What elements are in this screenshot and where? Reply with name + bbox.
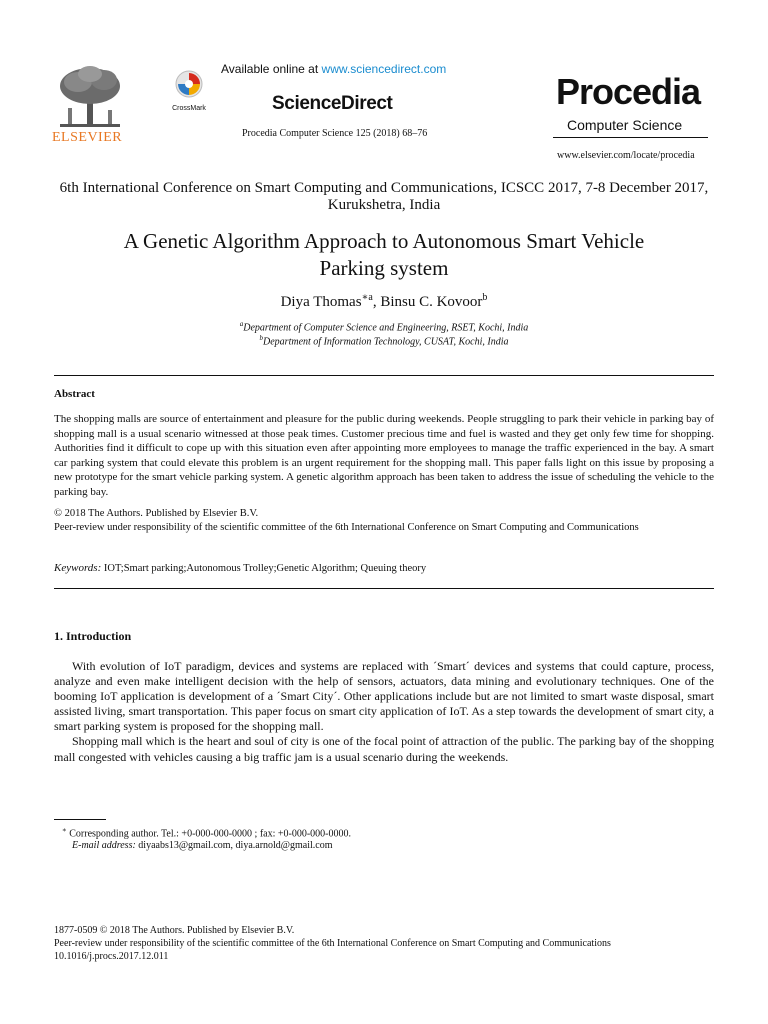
copyright-line: © 2018 The Authors. Published by Elsevier B.V.: [54, 508, 259, 519]
title-line-2: Parking system: [319, 256, 449, 280]
crossmark-label: CrossMark: [172, 105, 206, 112]
affiliation-a-text: Department of Computer Science and Engineering, RSET, Kochi, India: [243, 322, 529, 334]
introduction-body: [54, 659, 714, 765]
abstract-bottom-rule: [54, 588, 714, 589]
keywords-value: IOT;Smart parking;Autonomous Trolley;Genetic Algorithm; Queuing theory: [103, 563, 427, 574]
footnote-star: ∗: [62, 826, 67, 834]
elsevier-wordmark: ELSEVIER: [52, 130, 123, 145]
author-separator: ,: [372, 294, 381, 310]
email-label: E-mail address:: [72, 840, 136, 851]
procedia-divider: [553, 137, 708, 138]
affiliation-b: [50, 334, 718, 347]
keywords-line: [54, 562, 426, 574]
issn-line: 1877-0509 © 2018 The Authors. Published by Elsevier B.V.: [54, 925, 295, 936]
sciencedirect-wordmark: ScienceDirect: [272, 93, 393, 114]
introduction-heading: 1. Introduction: [54, 629, 132, 643]
intro-paragraph-1: With evolution of IoT paradigm, devices and systems are replaced with ´Smart´ devices and systems that could capture, process, analyze and even make intelligent decision with the help of sensors, actuators, data mining and evolutionary techniques. One of the booming IoT application is development of a ´Smart City´. Other applications include but are not limited to smart waste disposal, smart assisted living, smart transportation. This paper focus on smart city application of IoT. As a step towards the development of smart city, a smart parking system is proposed for the shopping mall.: [54, 659, 714, 734]
abstract-heading: Abstract: [54, 388, 95, 400]
author-1: Diya Thomas: [280, 294, 362, 310]
affiliation-b-mark: b: [259, 334, 264, 342]
email-addresses[interactable]: diyaabs13@gmail.com, diya.arnold@gmail.com: [138, 840, 333, 851]
abstract-top-rule: [54, 375, 714, 376]
intro-paragraph-2: Shopping mall which is the heart and soul of city is one of the focal point of attraction of the public. The parking bay of the shopping mall congested with vehicles causing a big traffic jam is a usual scenario during the weekends.: [54, 734, 714, 764]
copyright-block: [54, 507, 714, 534]
peer-review-line: Peer-review under responsibility of the scientific committee of the 6th International Conference on Smart Computing and Communications: [54, 521, 639, 533]
keywords-label: Keywords:: [54, 562, 102, 574]
abstract-text: The shopping malls are source of entertainment and pleasure for the public during weekends. People struggling to park their vehicle in parking bay of shopping mall is a usual scenario witnessed at those peak times. Customer precious time and fuel is wasted and they get only few time for shopping. Authorities find it difficult to cope up with this situation even after appointing more employees to manage the traffic experienced in the bay. A smart car parking system that could elevate this problem is an urgent requirement for the shopping mall. This paper falls light on this issue by proposing a new prototype for the smart vehicle parking system. A genetic algorithm approach has been taken to address the issue of scheduling the vehicle to the parking bay.: [54, 413, 714, 498]
corresponding-author-note: [62, 826, 351, 839]
author-1-marks: ∗a: [361, 292, 373, 303]
available-online: [221, 62, 446, 76]
sciencedirect-link[interactable]: www.sciencedirect.com: [321, 62, 447, 76]
bottom-peer-review: Peer-review under responsibility of the scientific committee of the 6th International Conference on Smart Computing and Communications: [54, 938, 611, 949]
affiliation-a: [50, 320, 718, 333]
doi-line[interactable]: 10.1016/j.procs.2017.12.011: [54, 951, 169, 962]
paper-title: [50, 228, 718, 282]
procedia-subtitle: Computer Science: [567, 117, 683, 133]
available-prefix: Available online at: [221, 62, 319, 76]
email-note: [72, 840, 333, 851]
crossmark-icon: [175, 70, 203, 98]
affiliation-b-text: Department of Information Technology, CUSAT, Kochi, India: [263, 336, 509, 348]
title-line-1: A Genetic Algorithm Approach to Autonomous Smart Vehicle: [123, 229, 645, 253]
author-2-marks: b: [482, 292, 488, 303]
author-list: [50, 292, 718, 311]
procedia-wordmark: Procedia: [556, 71, 701, 112]
affiliation-a-mark: a: [239, 320, 244, 328]
footnote-rule: [54, 819, 106, 820]
author-2: Binsu C. Kovoor: [380, 294, 483, 310]
conference-line: 6th International Conference on Smart Computing and Communications, ICSCC 2017, 7-8 December 2017, Kurukshetra, India: [59, 180, 709, 213]
crossmark-badge[interactable]: [166, 70, 212, 112]
journal-homepage-link[interactable]: www.elsevier.com/locate/procedia: [557, 150, 695, 161]
corresponding-text: Corresponding author. Tel.: +0-000-000-0000 ; fax: +0-000-000-0000.: [69, 828, 352, 840]
journal-reference: Procedia Computer Science 125 (2018) 68–76: [242, 128, 428, 139]
